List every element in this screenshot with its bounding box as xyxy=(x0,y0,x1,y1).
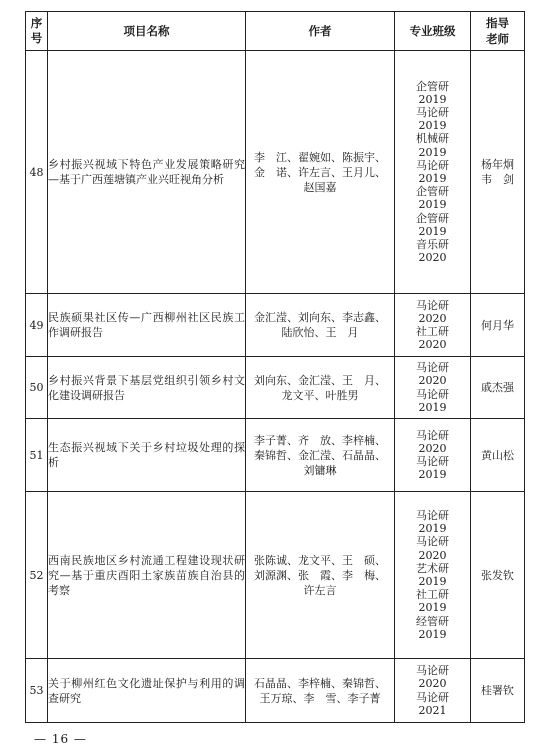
project-authors xyxy=(246,659,395,723)
author-line: 陆欣怡、王 月 xyxy=(281,326,359,339)
row-number: 49 xyxy=(26,294,48,357)
major-class xyxy=(395,492,471,659)
header-no xyxy=(26,12,48,51)
table-row xyxy=(26,419,525,492)
advisor xyxy=(471,419,525,492)
row-number: 50 xyxy=(26,357,48,419)
project-table xyxy=(25,11,525,723)
class-line: 马论研 xyxy=(416,428,449,442)
advisor xyxy=(471,51,525,294)
class-line: 2020 xyxy=(418,311,447,325)
class-line: 2019 xyxy=(418,198,447,212)
author-line: 石晶晶、李梓楠、秦锦哲、 xyxy=(254,676,386,690)
author-line: 李 江、翟婉如、陈振宇、 xyxy=(254,150,386,164)
major-class xyxy=(395,419,471,492)
class-line: 马论研 xyxy=(416,455,449,468)
class-line: 2019 xyxy=(418,575,447,588)
project-authors xyxy=(246,357,395,419)
author-line: 赵国嘉 xyxy=(303,180,337,194)
class-line: 马论研 xyxy=(416,361,449,375)
class-line: 2019 xyxy=(418,172,447,185)
advisor-line: 韦 剑 xyxy=(481,173,514,186)
class-line: 马论研 xyxy=(416,690,449,704)
class-line: 2019 xyxy=(418,601,447,615)
class-line: 2020 xyxy=(418,548,447,562)
table-row xyxy=(26,492,525,659)
major-class xyxy=(395,659,471,723)
class-line: 2020 xyxy=(418,677,447,691)
class-line: 2019 xyxy=(418,627,447,641)
project-authors xyxy=(246,294,395,357)
class-line: 2020 xyxy=(418,251,447,265)
advisor-line: 张发钦 xyxy=(481,568,514,582)
advisor-line: 桂署钦 xyxy=(481,684,514,697)
header-no-text: 序号 xyxy=(30,16,43,45)
header-title: 项目名称 xyxy=(48,12,246,51)
class-line: 2019 xyxy=(418,224,447,238)
class-line: 企管研 xyxy=(416,79,449,93)
advisor xyxy=(471,492,525,659)
author-line: 刘源渊、张 霞、李 梅、 xyxy=(254,568,386,582)
project-title: 乡村振兴背景下基层党组织引领乡村文化建设调研报告 xyxy=(48,357,246,419)
class-line: 社工研 xyxy=(416,588,449,602)
project-title: 乡村振兴视域下特色产业发展策略研究—基于广西莲塘镇产业兴旺视角分析 xyxy=(48,51,246,294)
author-line: 金 诺、许左言、王月儿、 xyxy=(254,165,386,179)
table-row xyxy=(26,659,525,723)
class-line: 机械研 xyxy=(416,132,449,146)
header-class: 专业班级 xyxy=(395,12,471,51)
table-row xyxy=(26,51,525,294)
header-advisor-text: 指导老师 xyxy=(486,16,509,46)
project-title: 西南民族地区乡村流通工程建设现状研究—基于重庆酉阳土家族苗族自治县的考察 xyxy=(48,492,246,659)
class-line: 2019 xyxy=(418,522,447,536)
author-line: 许左言 xyxy=(303,583,337,597)
class-line: 艺术研 xyxy=(416,561,449,575)
class-line: 音乐研 xyxy=(416,238,449,252)
author-line: 刘向东、金汇滢、王 月、 xyxy=(254,373,386,387)
major-class xyxy=(395,294,471,357)
class-line: 马论研 xyxy=(416,535,449,549)
class-line: 2019 xyxy=(418,92,447,106)
project-authors xyxy=(246,419,395,492)
row-number: 48 xyxy=(26,51,48,294)
row-number: 52 xyxy=(26,492,48,659)
project-title: 生态振兴视域下关于乡村垃圾处理的探析 xyxy=(48,419,246,492)
advisor xyxy=(471,659,525,723)
class-line: 2019 xyxy=(418,400,447,414)
class-line: 2021 xyxy=(418,703,447,717)
page-number: — 16 — xyxy=(34,732,87,746)
class-line: 2020 xyxy=(418,374,447,388)
advisor xyxy=(471,294,525,357)
advisor-line: 何月华 xyxy=(481,318,514,332)
author-line: 李子菁、齐 放、李梓楠、 xyxy=(254,433,386,447)
class-line: 马论研 xyxy=(416,508,449,522)
table-row xyxy=(26,294,525,357)
project-authors xyxy=(246,51,395,294)
table-row xyxy=(26,357,525,419)
header-advisor xyxy=(471,12,525,51)
author-line: 秦锦哲、金汇滢、石晶晶、 xyxy=(254,448,386,462)
header-authors: 作者 xyxy=(246,12,395,51)
advisor xyxy=(471,357,525,419)
advisor-line: 黄山松 xyxy=(481,448,514,462)
project-title: 关于柳州红色文化遗址保护与利用的调查研究 xyxy=(48,659,246,723)
class-line: 经管研 xyxy=(416,614,449,628)
major-class xyxy=(395,51,471,294)
row-number: 53 xyxy=(26,659,48,723)
class-line: 企管研 xyxy=(416,185,449,199)
class-line: 马论研 xyxy=(416,105,449,119)
class-line: 2019 xyxy=(418,145,447,159)
table-header-row xyxy=(26,12,525,51)
class-line: 2020 xyxy=(418,441,447,455)
class-line: 企管研 xyxy=(416,211,449,225)
project-authors xyxy=(246,492,395,659)
class-line: 社工研 xyxy=(416,325,449,338)
class-line: 马论研 xyxy=(416,158,449,172)
class-line: 2019 xyxy=(418,119,447,133)
class-line: 2019 xyxy=(418,468,447,482)
class-line: 马论研 xyxy=(416,664,449,678)
author-line: 龙文平、叶胜男 xyxy=(281,388,359,402)
author-line: 张陈诚、龙文平、王 硕、 xyxy=(254,553,386,567)
author-line: 王万琼、李 雪、李子菁 xyxy=(259,691,381,705)
author-line: 刘镛琳 xyxy=(303,463,337,477)
author-line: 金汇滢、刘向东、李志鑫、 xyxy=(254,311,386,324)
project-title: 民族硕果社区传—广西柳州社区民族工作调研报告 xyxy=(48,294,246,357)
major-class xyxy=(395,357,471,419)
advisor-line: 戚杰强 xyxy=(481,381,514,394)
class-line: 马论研 xyxy=(416,387,449,401)
class-line: 2020 xyxy=(418,338,447,352)
class-line: 马论研 xyxy=(416,298,449,312)
row-number: 51 xyxy=(26,419,48,492)
advisor-line: 杨年炯 xyxy=(481,158,514,171)
